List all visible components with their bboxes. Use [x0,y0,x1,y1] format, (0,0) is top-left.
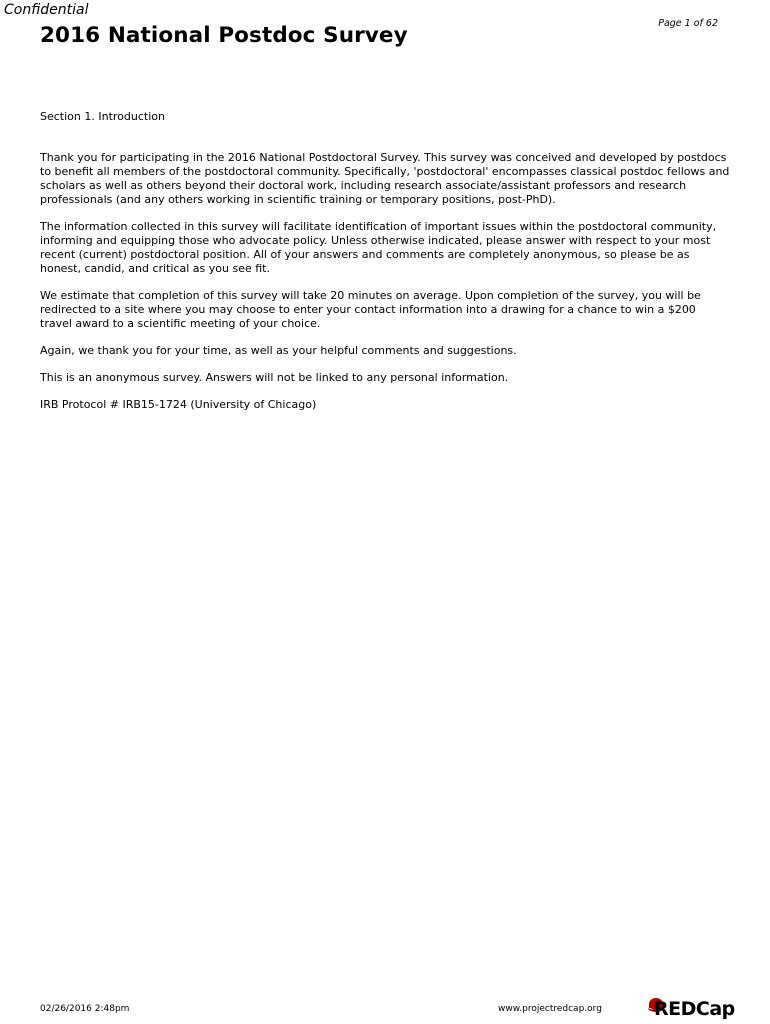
intro-paragraph: Again, we thank you for your time, as well as your helpful comments and suggestions. [40,344,517,357]
footer-datetime: 02/26/2016 2:48pm [40,1004,130,1014]
intro-paragraph: The information collected in this survey will facilitate identification of important issues within the postdoctoral community, informing and equipping those who advocate policy. Unless otherwise indicated, please answer with respect to your most recent (current) postdoctoral position. All of your answers and comments are completely anonymous, so please be as honest, candid, and critical as you see fit. [40,220,717,275]
irb-protocol: IRB Protocol # IRB15-1724 (University of Chicago) [40,398,317,411]
logo-text: REDCap [654,998,735,1020]
intro-paragraph: We estimate that completion of this survey will take 20 minutes on average. Upon completion of the survey, you will be redirected to a site where you may choose to enter your contact information into a drawing for a chance to win a $200 travel award to a scientific meeting of your choice. [40,289,701,330]
section-heading: Section 1. Introduction [40,110,165,123]
intro-paragraph: Thank you for participating in the 2016 National Postdoctoral Survey. This survey was conceived and developed by postdocs to benefit all members of the postdoctoral community. Specifically, 'postdoctoral' encompasses classical postdoc fellows and scholars as well as others beyond their doctoral work, including research associate/assistant professors and research professionals (and any others working in scientific training or temporary positions, post-PhD). [40,151,730,206]
redcap-logo [646,996,736,1022]
page-title: 2016 National Postdoc Survey [40,23,408,48]
intro-body [40,151,730,425]
confidential-label: Confidential [4,2,89,18]
page-indicator: Page 1 of 62 [658,18,718,29]
footer-url: www.projectredcap.org [498,1004,602,1014]
intro-paragraph: This is an anonymous survey. Answers will not be linked to any personal information. [40,371,509,384]
